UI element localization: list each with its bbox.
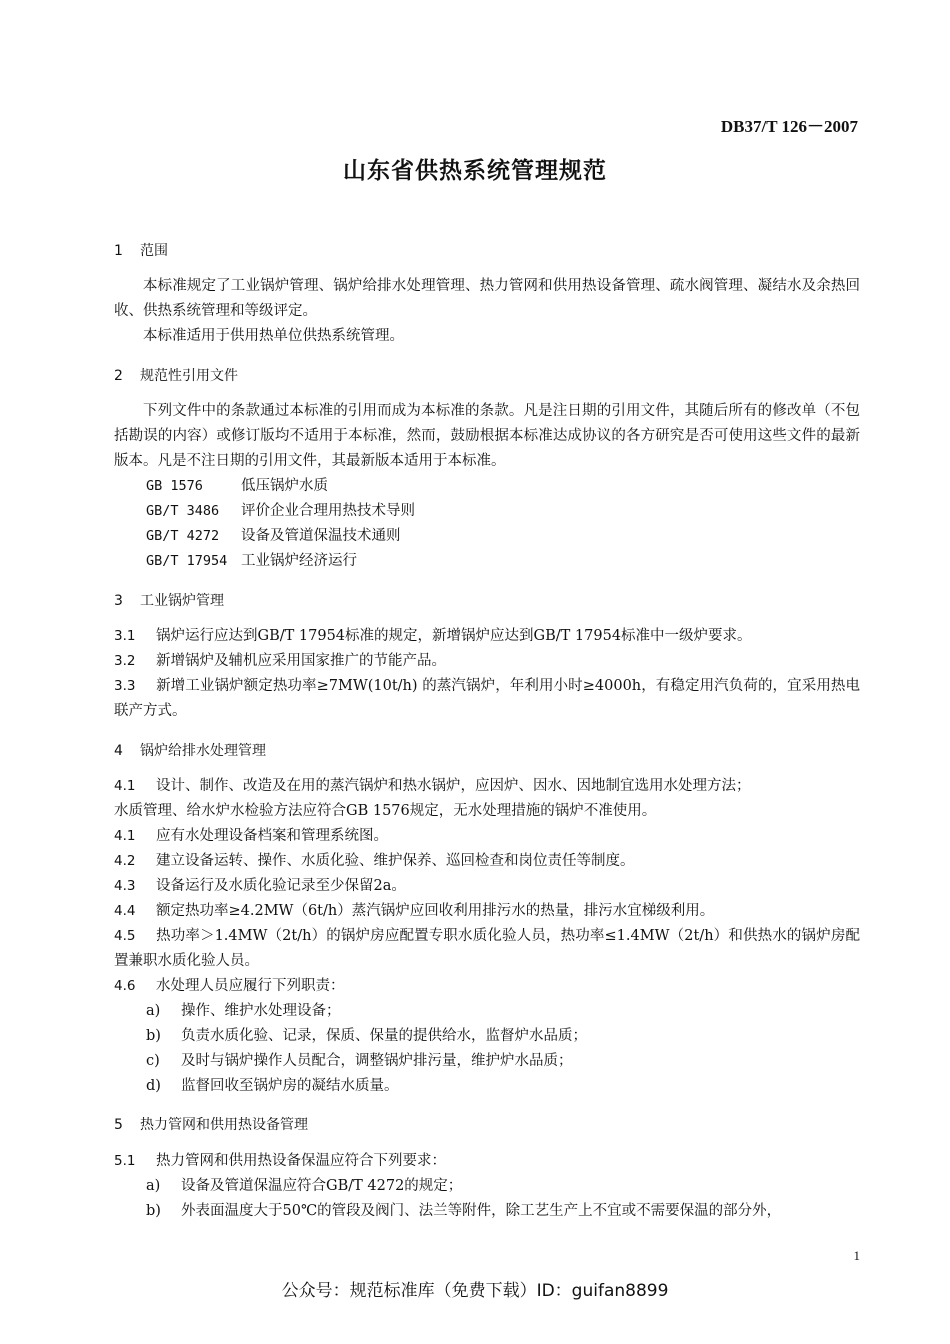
section-number: 3 — [114, 593, 123, 609]
clause — [114, 649, 860, 674]
clause-text: 水处理人员应履行下列职责： — [156, 978, 345, 994]
reference-code: GB/T 3486 — [146, 503, 220, 519]
list-item — [146, 1024, 587, 1049]
clause-number: 4.2 — [114, 853, 136, 869]
reference-code: GB/T 4272 — [146, 528, 220, 544]
list-item — [146, 999, 341, 1024]
clause-continuation — [114, 799, 860, 824]
clause-text: 额定热功率≥4.2MW（6t/h）蒸汽锅炉应回收利用排污水的热量，排污水宜梯级利用。 — [156, 903, 715, 919]
clause — [114, 874, 860, 899]
page-number: 1 — [853, 1248, 860, 1263]
list-text: 及时与锅炉操作人员配合，调整锅炉排污量，维护炉水品质； — [181, 1053, 573, 1069]
section-heading — [114, 1114, 308, 1134]
clause-number: 4.3 — [114, 878, 136, 894]
section-title: 锅炉给排水处理管理 — [140, 743, 266, 759]
clause — [114, 674, 860, 724]
clause-number: 3.1 — [114, 628, 136, 644]
section-heading — [114, 590, 224, 610]
clause-text: 水质管理、给水炉水检验方法应符合GB 1576规定，无水处理措施的锅炉不准使用。 — [114, 803, 657, 819]
reference-name: 工业锅炉经济运行 — [241, 553, 357, 569]
clause — [114, 1149, 860, 1174]
clause-text: 锅炉运行应达到GB/T 17954标准的规定，新增锅炉应达到GB/T 17954标准中一级炉要求。 — [156, 628, 752, 644]
clause-text: 设备运行及水质化验记录至少保留2a。 — [156, 878, 406, 894]
document-number: DB37/T 126－2007 — [720, 117, 858, 136]
section-title: 范围 — [140, 243, 168, 259]
list-marker: d) — [146, 1078, 161, 1094]
clause — [114, 924, 860, 974]
clause — [114, 974, 860, 999]
list-text: 监督回收至锅炉房的凝结水质量。 — [181, 1078, 399, 1094]
section-heading — [114, 240, 168, 260]
list-marker: b) — [146, 1203, 161, 1219]
list-text: 外表面温度大于50℃的管段及阀门、法兰等附件，除工艺生产上不宜或不需要保温的部分外， — [181, 1203, 782, 1219]
paragraph: 本标准规定了工业锅炉管理、锅炉给排水处理管理、热力管网和供用热设备管理、疏水阀管理、凝结水及余热回收、供热系统管理和等级评定。 — [114, 278, 860, 319]
clause-number: 3.2 — [114, 653, 136, 669]
clause-text: 建立设备运转、操作、水质化验、维护保养、巡回检查和岗位责任等制度。 — [156, 853, 635, 869]
section-title: 工业锅炉管理 — [140, 593, 224, 609]
section-number: 1 — [114, 243, 123, 259]
reference-item — [146, 499, 415, 524]
section-number: 4 — [114, 743, 123, 759]
clause — [114, 774, 860, 799]
clause-number: 5.1 — [114, 1153, 136, 1169]
list-text: 设备及管道保温应符合GB/T 4272的规定； — [181, 1178, 463, 1194]
list-item — [146, 1199, 781, 1224]
reference-name: 低压锅炉水质 — [241, 478, 328, 494]
section-heading — [114, 740, 266, 760]
paragraph: 本标准适用于供用热单位供热系统管理。 — [143, 328, 404, 344]
reference-code: GB 1576 — [146, 478, 203, 494]
reference-code: GB/T 17954 — [146, 553, 228, 569]
section-heading — [114, 365, 238, 385]
reference-item — [146, 549, 357, 574]
clause-number: 4.1 — [114, 828, 136, 844]
clause — [114, 824, 860, 849]
clause-text: 热功率＞1.4MW（2t/h）的锅炉房应配置专职水质化验人员，热功率≤1.4MW（2t/h）和供热水的锅炉房配置兼职水质化验人员。 — [114, 928, 860, 969]
clause-number: 4.1 — [114, 778, 136, 794]
section-title: 热力管网和供用热设备管理 — [140, 1117, 308, 1133]
list-marker: b) — [146, 1028, 161, 1044]
reference-name: 设备及管道保温技术通则 — [241, 528, 401, 544]
clause-number: 4.5 — [114, 928, 136, 944]
clause-text: 新增工业锅炉额定热功率≥7MW(10t/h) 的蒸汽锅炉，年利用小时≥4000h，有稳定用汽负荷的，宜采用热电联产方式。 — [114, 678, 860, 719]
reference-item — [146, 524, 401, 549]
clause — [114, 849, 860, 874]
list-item — [146, 1074, 399, 1099]
clause-text: 热力管网和供用热设备保温应符合下列要求： — [156, 1153, 446, 1169]
clause-number: 3.3 — [114, 678, 136, 694]
footer-watermark: 公众号：规范标准库（免费下载）ID：guifan8899 — [281, 1281, 669, 1301]
clause-text: 应有水处理设备档案和管理系统图。 — [156, 828, 388, 844]
clause — [114, 899, 860, 924]
list-item — [146, 1049, 573, 1074]
clause-number: 4.4 — [114, 903, 136, 919]
clause — [114, 624, 860, 649]
list-marker: c) — [146, 1053, 160, 1069]
list-text: 负责水质化验、记录，保质、保量的提供给水，监督炉水品质； — [181, 1028, 587, 1044]
page-title: 山东省供热系统管理规范 — [343, 158, 607, 184]
reference-item — [146, 474, 328, 499]
paragraph: 下列文件中的条款通过本标准的引用而成为本标准的条款。凡是注日期的引用文件，其随后所有的修改单（不包括勘误的内容）或修订版均不适用于本标准，然而，鼓励根据本标准达成协议的各方研究是否可使用这些文件的最新版本。凡是不注日期的引用文件，其最新版本适用于本标准。 — [114, 403, 860, 469]
clause-number: 4.6 — [114, 978, 136, 994]
list-marker: a) — [146, 1003, 161, 1019]
section-title: 规范性引用文件 — [140, 368, 238, 384]
list-marker: a) — [146, 1178, 161, 1194]
section-number: 2 — [114, 368, 123, 384]
clause-text: 设计、制作、改造及在用的蒸汽锅炉和热水锅炉，应因炉、因水、因地制宜选用水处理方法； — [156, 778, 751, 794]
list-item — [146, 1174, 462, 1199]
reference-name: 评价企业合理用热技术导则 — [241, 503, 415, 519]
list-text: 操作、维护水处理设备； — [181, 1003, 341, 1019]
section-number: 5 — [114, 1117, 123, 1133]
clause-text: 新增锅炉及辅机应采用国家推广的节能产品。 — [156, 653, 446, 669]
